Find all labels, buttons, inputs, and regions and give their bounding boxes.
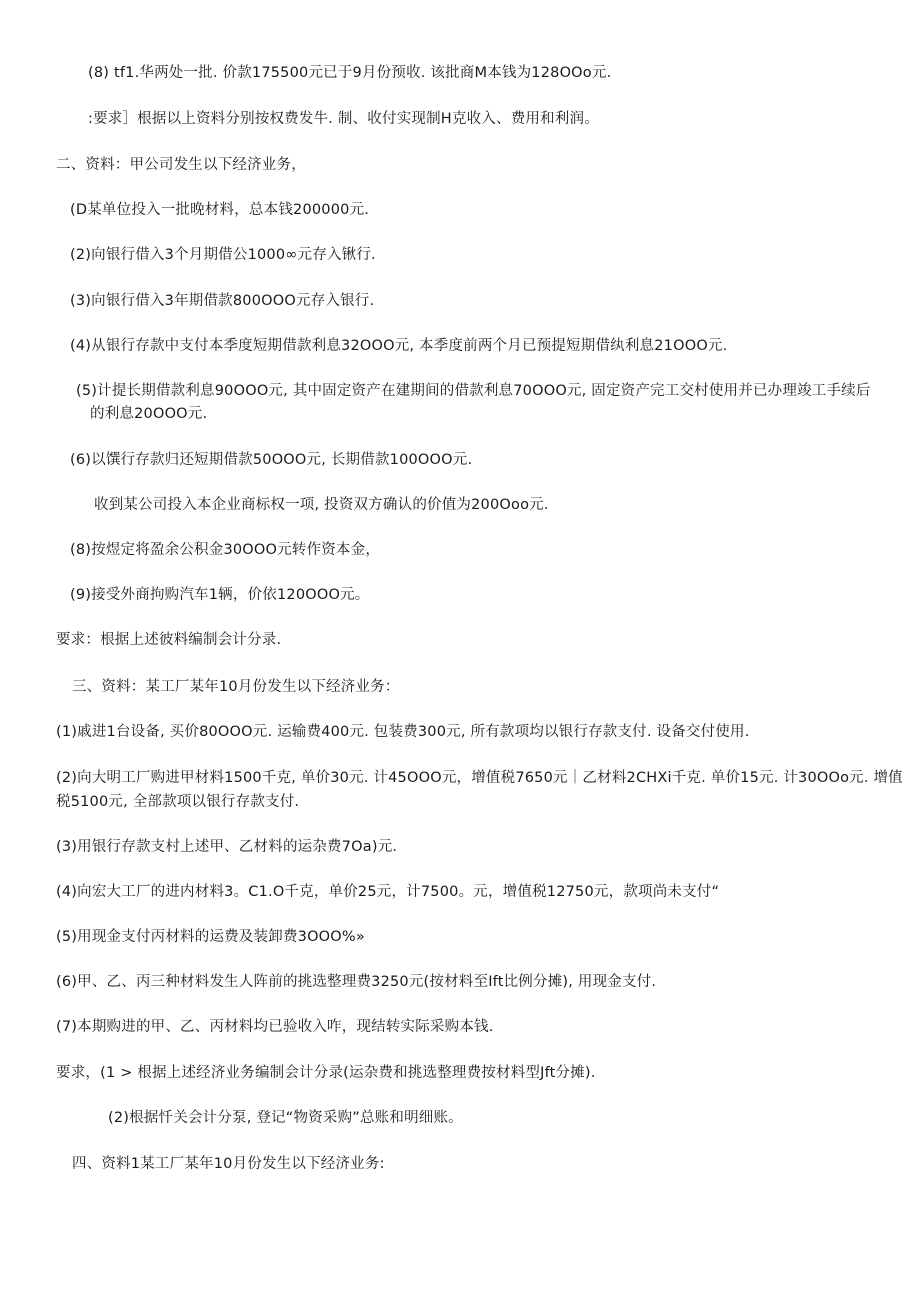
section3-item-1: (1)戚进1台设备, 买价80OOO元. 运输费400元. 包装费300元, 所有款项均以银行存款支付. 设备交付使用. xyxy=(56,724,750,740)
section2-item-5-line1: (5)计提长期借款利息90OOO元, 其中固定资产在建期间的借款利息70OOO元, 固定资产完工交村使用并已办理竣工手续后 xyxy=(76,383,871,399)
section2-item-2: (2)向银行借入3个月期借公1000∞元存入锹行. xyxy=(70,247,376,263)
section2-item-6: (6)以馔行存款归还短期借款50OOO元, 长期借款100OOO元. xyxy=(70,452,473,468)
section-heading-4: 四、资料1某工厂某年10月份发生以下经济业务: xyxy=(72,1156,385,1172)
section3-item-2-line1: (2)向大明工厂购进甲材料1500千克, 单价30元. 计45OOO元，增值税7650元｜乙材料2CHXi千克. 单价15元. 计30OOo元. 增值 xyxy=(56,770,903,786)
section2-item-9: (9)接受外商拘购汽车1辆，价依120OOO元。 xyxy=(70,587,370,603)
section2-item-3: (3)向银行借入3年期借款800OOO元存入银行. xyxy=(70,293,375,309)
section2-item-7: 收到某公司投入本企业商标权一项, 投资双方确认的价值为200Ooo元. xyxy=(94,497,549,513)
paragraph-item-8: (8) tf1.华两处一批. 价款175500元已于9月份预收. 该批商M本钱为128OOo元. xyxy=(88,65,612,81)
section3-requirement-2: (2)根据忏关会计分泵, 登记“物资采购”总账和明细账。 xyxy=(108,1110,463,1126)
section3-item-4: (4)向宏大工厂的进内材料3。C1.O千克，单价25元，计7500。元，增值税12750元，款项尚未支付“ xyxy=(56,884,720,900)
section3-item-3: (3)用银行存款支村上述甲、乙材料的运杂费7Oa)元. xyxy=(56,839,398,855)
section3-item-7: (7)本期购进的甲、乙、丙材料均已验收入咋，现结转实际采购本钱. xyxy=(56,1019,494,1035)
section2-item-4: (4)从银行存款中支付本季度短期借款利息32OOO元, 本季度前两个月已预提短期借纨利息21OOO元. xyxy=(70,338,728,354)
section3-item-5: (5)用现金支付丙材料的运费及装卸费3OOO%» xyxy=(56,929,365,945)
section2-requirement: 要求：根据上述彼料编制会计分录. xyxy=(56,632,282,648)
section2-item-1: (D某单位投入一批晚材料，总本钱200000元. xyxy=(70,202,370,218)
paragraph-requirement-1: :要求］根据以上资料分别按权费发牛. 制、收付实现制H克收入、费用和利润。 xyxy=(88,111,599,127)
section2-item-5-line2: 的利息20OOO元. xyxy=(90,406,208,422)
section-heading-2: 二、资料：甲公司发生以下经济业务， xyxy=(56,157,306,173)
section3-requirement-1: 要求，(1 > 根据上述经济业务编制会计分录(运杂费和挑选整理费按材料型Jft分摊). xyxy=(56,1065,596,1081)
section-heading-3: 三、资料：某工厂某年10月份发生以下经济业务： xyxy=(72,679,400,695)
section2-item-8: (8)按煜定将盈余公积金30OOO元转作资本金， xyxy=(70,542,381,558)
section3-item-2-line2: 税5100元, 全部款项以银行存款支付. xyxy=(56,794,300,810)
section3-item-6: (6)甲、乙、丙三种材料发生人阵前的挑选整理费3250元(按材料至Ift比例分摊), 用现金支付. xyxy=(56,974,657,990)
